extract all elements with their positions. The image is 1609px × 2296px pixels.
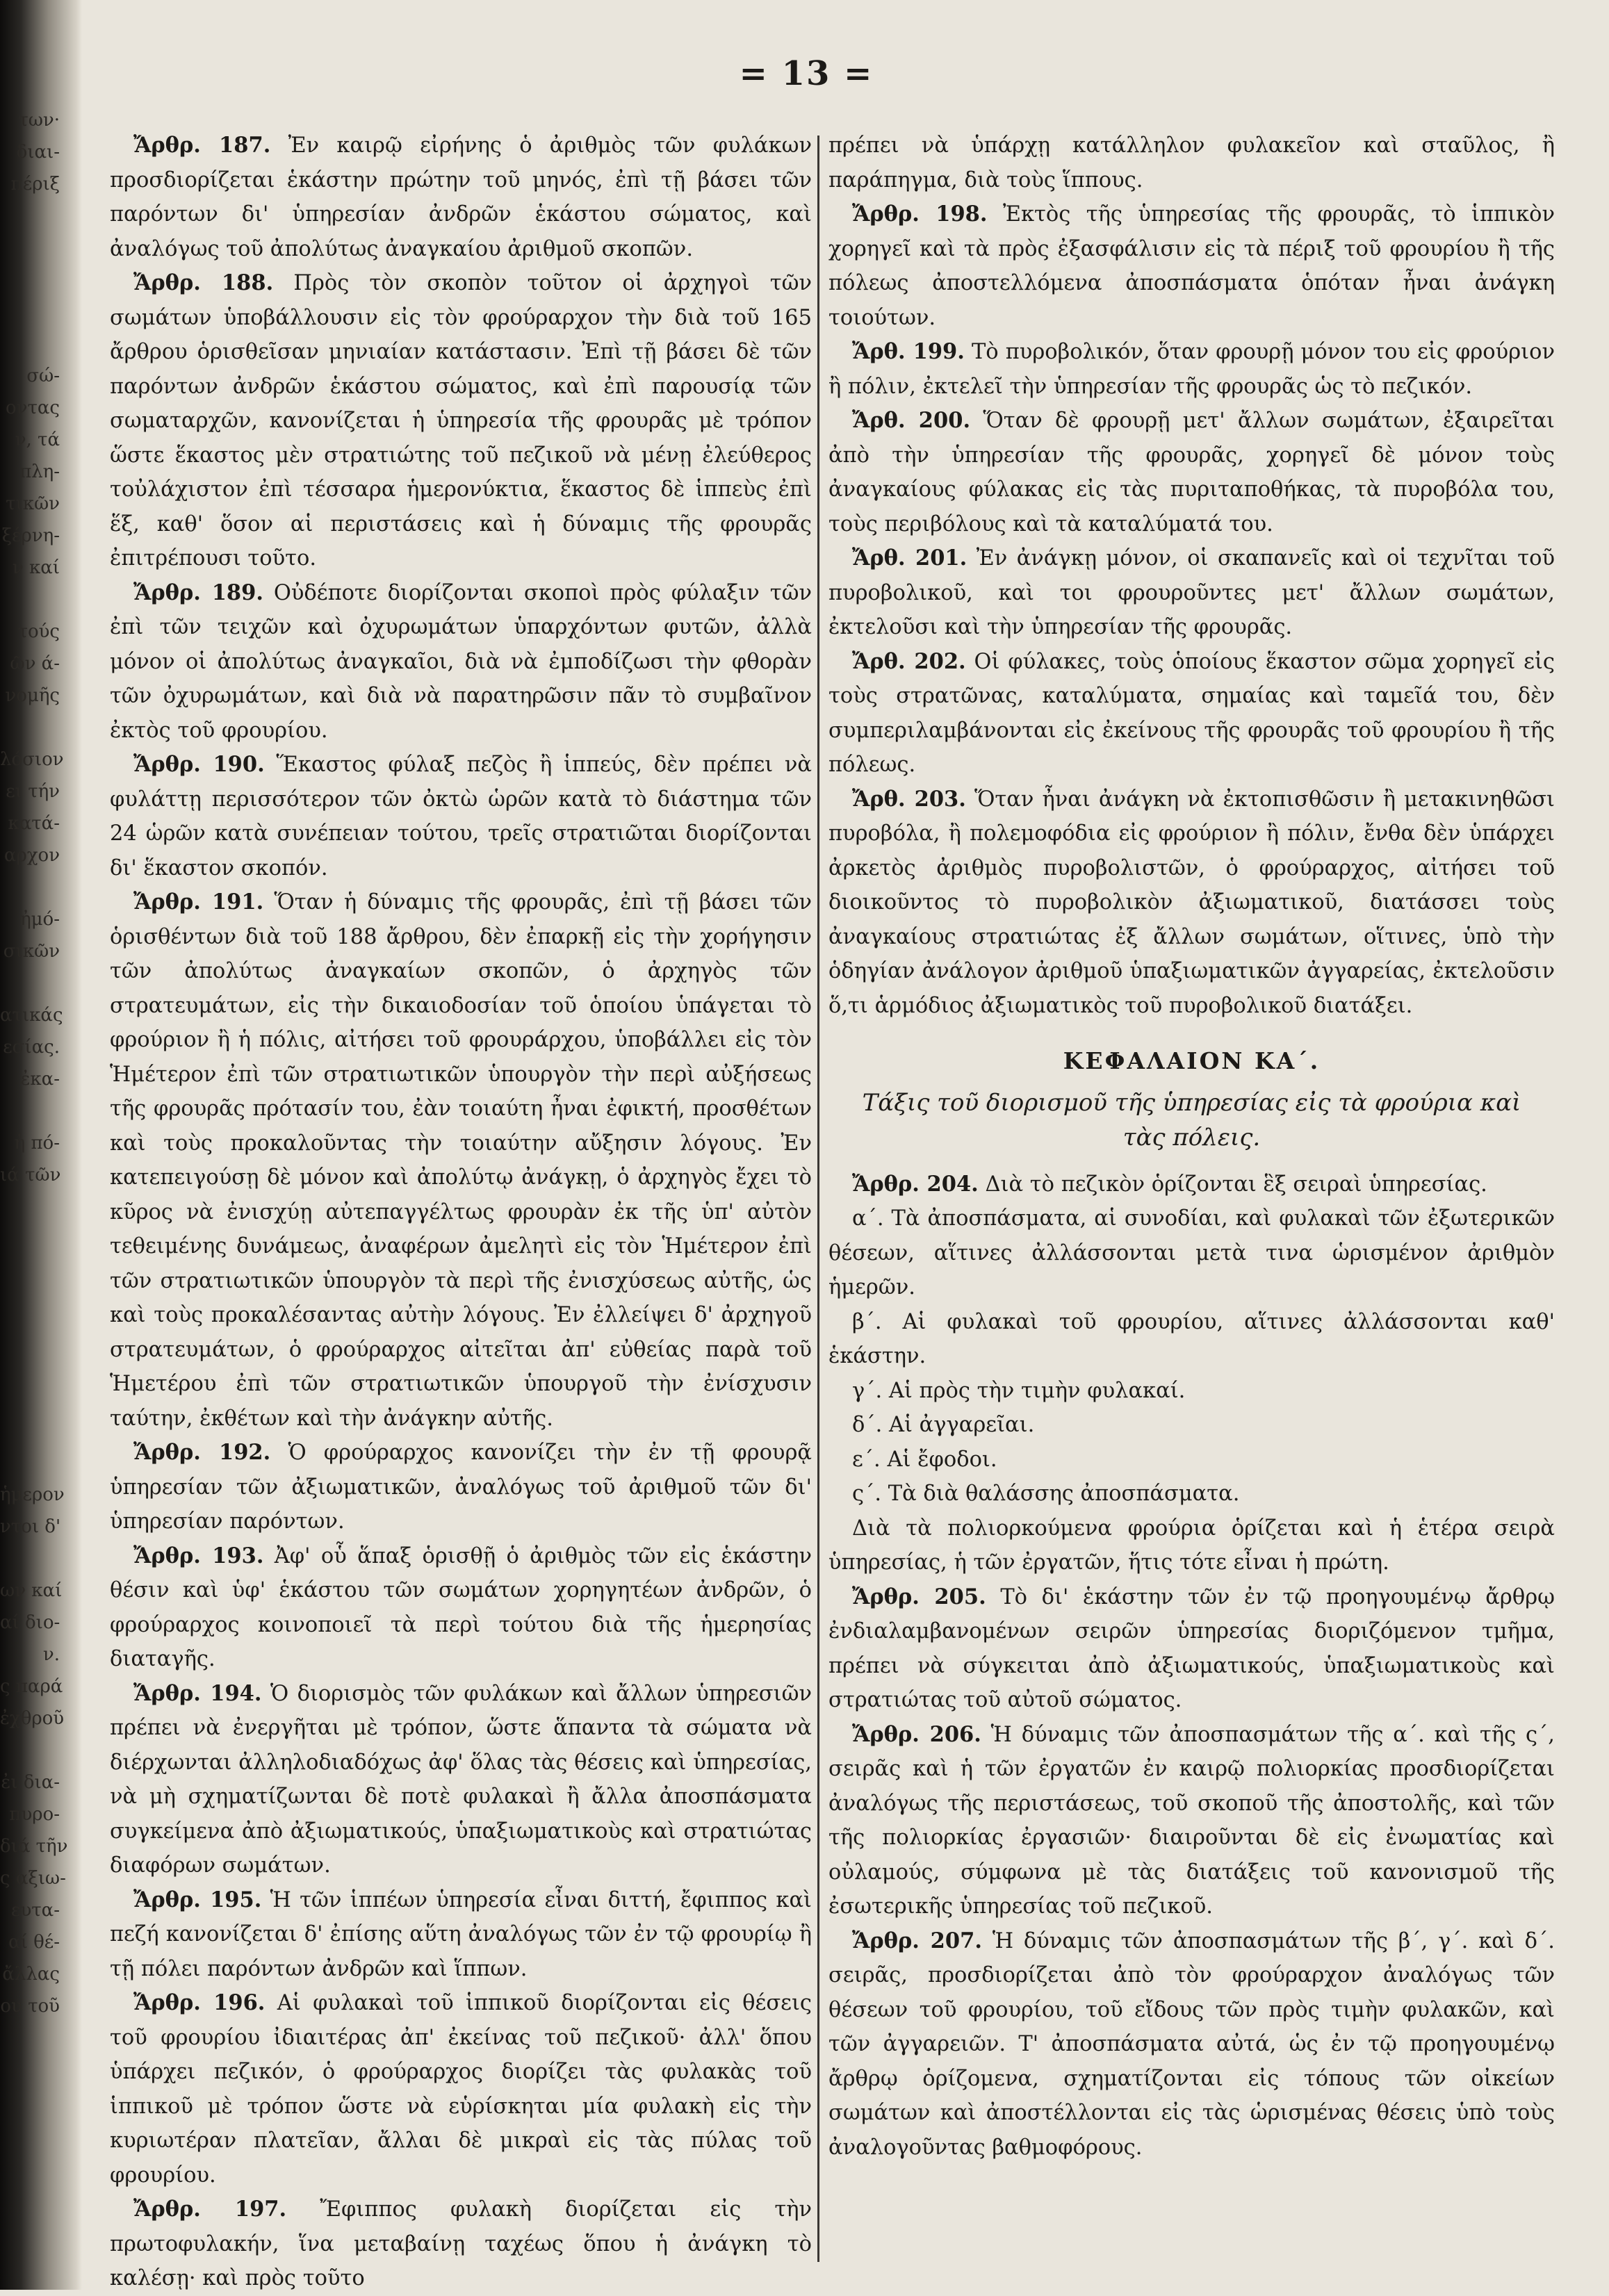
margin-fragment	[0, 200, 64, 232]
service-series-item: α΄. Τὰ ἀποσπάσματα, αἱ συνοδίαι, καὶ φυλακαὶ τῶν ἐξωτερικῶν θέσεων, αἵτινες ἀλλάσσονται μετὰ τινα ὡρισμένον ἀριθμὸν ἡμερῶν.	[828, 1206, 1555, 1299]
article-number: Ἄρθρ. 205.	[852, 1584, 986, 1609]
service-series-item: β΄. Αἱ φυλακαὶ τοῦ φρουρίου, αἵτινες ἀλλάσσονται καθ' ἑκάστην.	[828, 1309, 1555, 1368]
margin-fragment: πλη-	[19, 461, 60, 482]
margin-fragment: ἄλλας	[2, 1964, 60, 1985]
margin-fragment: ς αξιω-	[0, 1868, 66, 1889]
service-series-item: ε΄. Αἱ ἔφοδοι.	[852, 1447, 997, 1472]
service-series-item: δ΄. Αἱ ἀγγαρεῖαι.	[852, 1413, 1035, 1437]
articles-198-203	[828, 197, 1555, 1023]
page-number: = 13 =	[739, 54, 874, 93]
margin-fragment	[0, 1287, 64, 1319]
article-paragraph	[110, 1883, 812, 1987]
service-series-item: ς΄. Τὰ διὰ θαλάσσης ἀποσπάσματα.	[852, 1482, 1240, 1506]
article-number: Ἄρθρ. 191.	[133, 889, 264, 915]
margin-fragment: ν.	[42, 1644, 60, 1665]
margin-fragment	[0, 1255, 64, 1287]
column-divider	[817, 136, 819, 2262]
margin-fragment: ἐχθροῦ	[0, 1708, 65, 1729]
margin-fragment: οντας	[6, 397, 60, 418]
left-column	[110, 129, 812, 2290]
articles-205-207	[828, 1580, 1555, 2165]
article-number: Ἄρθρ. 207.	[852, 1928, 982, 1953]
article-text: Πρὸς τὸν σκοπὸν τοῦτον οἱ ἀρχηγοὶ τῶν σωμάτων ὑποβάλλουσιν εἰς τὸν φρούραρχον τὴν διὰ τοῦ 165 ἄρθρου ὁρισθεῖσαν μηνιαίαν κατάστασιν. Ἐπὶ τῇ βάσει δὲ τῶν παρόντων ἀνδρῶν ἑκάστου σώματος, καὶ ἐπὶ παρουσίᾳ τῶν σωματαρχῶν, κανονίζεται ἡ ὑπηρεσία τῆς φρουρᾶς μὲ τρόπον ὥστε ἕκαστος μὲν στρατιώτης τοῦ πεζικοῦ νὰ μένῃ ἐλεύθερος τοὐλάχιστον ἐπὶ τέσσαρα ἡμερονύκτια, ἕκαστος δὲ ἱππεὺς ἐπὶ ἕξ, καθ' ὅσον αἱ περιστάσεις καὶ ἡ δύναμις τῆς φρουρᾶς ἐπιτρέπουσι τοῦτο.	[110, 271, 812, 571]
margin-fragment	[0, 1415, 64, 1447]
article-number: Ἄρθρ. 194.	[133, 1680, 262, 1706]
margin-fragment	[0, 1223, 64, 1255]
margin-fragment: τικῶν	[6, 493, 60, 514]
margin-fragment: ς παρά	[0, 1676, 63, 1697]
margin-fragment	[0, 1351, 64, 1383]
article-text: Ἐν καιρῷ εἰρήνης ὁ ἀριθμὸς τῶν φυλάκων προσδιορίζεται ἑκάστην πρώτην τοῦ μηνός, ἐπὶ τῇ βάσει τῶν παρόντων δι' ὑπηρεσίαν ἀνδρῶν ἑκάστου σώματος, καὶ ἀναλόγως τοῦ ἀπολύτως ἀναγκαίου ἀριθμοῦ σκοπῶν.	[110, 133, 812, 261]
article-number: Ἄρθρ. 206.	[852, 1721, 981, 1747]
article-paragraph	[110, 1986, 812, 2192]
margin-fragment: ντοι δ'	[0, 1516, 61, 1537]
article-text: Ἕκαστος φύλαξ πεζὸς ἢ ἱππεύς, δὲν πρέπει νὰ φυλάττῃ περισσότερον τῶν ὀκτὼ ὡρῶν κατὰ τὸ διάστημα τῶν 24 ὡρῶν κατὰ συνέπειαν τούτου, τρεῖς στρατιῶται διορίζονται δι' ἕκαστον σκοπόν.	[110, 753, 812, 880]
article-number: Ἄρθρ. 204.	[852, 1171, 979, 1197]
margin-fragment: αί θέ-	[8, 1932, 60, 1953]
margin-fragment: νομῆς	[5, 685, 60, 706]
article-paragraph	[828, 1924, 1555, 2165]
article-text: Ἡ δύναμις τῶν ἀποσπασμάτων τῆς β΄, γ΄. καὶ δ΄. σειρᾶς, προσδιορίζεται ἀπὸ τὸν φρούραρχον ἀναλόγως τῶν θέσεων τοῦ φρουρίου, τοῦ εἴδους τῶν πρὸς τιμὴν φυλακῶν, καὶ τῶν ἀγγαρειῶν. Τ' ἀποσπάσματα αὐτά, ὡς ἐν τῷ προηγουμένῳ ἄρθρῳ ὁρίζομενα, σχηματίζονται εἰς τόπους τῶν οἰκείων σωμάτων καὶ ἀποστέλλονται εἰς τὰς ὡρισμένας θέσεις ὑπὸ τοὺς ἀναλογοῦντας βαθμοφόρους.	[828, 1928, 1555, 2160]
margin-fragment: ου τοῦ	[0, 1996, 60, 2017]
margin-fragment: ἐκα-	[20, 1069, 60, 1090]
article-paragraph	[828, 1718, 1555, 1924]
article-paragraph	[828, 541, 1555, 645]
margin-fragment	[0, 871, 64, 903]
article-number: Ἄρθρ. 192.	[133, 1440, 271, 1465]
margin-fragment: τούς	[17, 621, 60, 642]
chapter-heading: ΚΕΦΑΛΑΙΟΝ ΚΑ΄.	[1063, 1047, 1321, 1074]
margin-fragment	[0, 1319, 64, 1351]
margin-fragment: ῶν ά-	[10, 653, 60, 674]
article-text: Ἔφιππος φυλακὴ διορίζεται εἰς τὴν πρωτοφυλακήν, ἵνα μεταβαίνῃ ταχέως ὅπου ἡ ἀνάγκη τὸ καλέσῃ· καὶ πρὸς τοῦτο	[110, 2197, 812, 2290]
margin-fragment: πέριξ	[10, 174, 60, 195]
margin-fragment	[0, 328, 64, 360]
article-paragraph	[828, 335, 1555, 404]
margin-fragment: αί διο-	[0, 1612, 60, 1633]
article-number: Ἄρθρ. 193.	[133, 1543, 264, 1568]
article-number: Ἄρθρ. 187.	[133, 133, 271, 158]
article-text: Ὅταν ἡ δύναμις τῆς φρουρᾶς, ἐπὶ τῇ βάσει τῶν ὁρισθέντων διὰ τοῦ 188 ἄρθρου, δὲν ἐπαρκῇ εἰς τὴν χορήγησιν τῶν ἀπολύτως ἀναγκαίων σκοπῶν, ὁ ἀρχηγὸς τῶν στρατευμάτων, εἰς τὴν δικαιοδοσίαν τοῦ ὁποίου ὑπάγεται τὸ φρούριον ἢ ἡ πόλις, αἰτήσει τοῦ φρουράρχου, ὑποβάλλει εἰς τὸν Ἡμέτερον ἐπὶ τῶν στρατιωτικῶν ὑπουργὸν τὴν περὶ αὐξήσεως τῆς φρουρᾶς πρότασίν του, ἐὰν τοιαύτη ἦναι ἐφικτή, προσθέτων καὶ τοὺς προκαλοῦντας τὴν τοιαύτην αὔξησιν λόγους. Ἐν κατεπειγούσῃ δὲ μόνον καὶ ἀπολύτῳ ἀνάγκῃ, ὁ ἀρχηγὸς ἔχει τὸ κῦρος νὰ ἐνισχύῃ αὐτεπαγγέλτως φρουρὰν ἐκ τῆς ὑπ' αὐτὸν τεθειμένης δυνάμεως, ἀναφέρων ἀμελητὶ εἰς τὸν Ἡμέτερον ἐπὶ τῶν στρατιωτικῶν ὑπουργὸν τὰ περὶ τῆς ἐνισχύσεως αὐτῆς, ὡς καὶ τοὺς προκαλέσαντας αὐτὴν λόγους. Ἐν ἐλλείψει δ' ἀρχηγοῦ στρατευμάτων, ὁ φρούραρχος αἰτεῖται ἀπ' εὐθείας παρὰ τοῦ Ἡμετέρου ἐπὶ τῶν στρατιωτικῶν ὑπουργοῦ τὴν ἐνίσχυσιν ταύτην, ἐκθέτων καὶ τὴν ἀνάγκην αὐτῆς.	[110, 890, 812, 1431]
article-text: Ὁ φρούραρχος κανονίζει τὴν ἐν τῇ φρουρᾷ ὑπηρεσίαν τῶν ἀξιωματικῶν, ἀναλόγως τοῦ ἀριθμοῦ τῶν δι' ὑπηρεσίαν παρόντων.	[110, 1441, 812, 1534]
article-204	[828, 1167, 1555, 1202]
margin-fragment: ἡ πό-	[14, 1133, 60, 1154]
margin-fragment: σικῶν	[3, 941, 60, 962]
article-paragraph	[110, 576, 812, 748]
article-paragraph	[110, 129, 812, 266]
article-paragraph	[110, 2192, 812, 2296]
margin-fragment: ευτα-	[10, 1900, 60, 1921]
margin-fragment: κατά-	[8, 813, 60, 834]
article-number: Ἄρθρ. 189.	[133, 580, 263, 605]
article-number: Ἄρθρ. 190.	[133, 752, 265, 777]
margin-fragment: ιά τῶν	[0, 1165, 61, 1186]
margin-fragment: ει τήν	[6, 781, 60, 802]
margin-fragment: ἠμό-	[20, 909, 60, 930]
margin-fragment: ξέρνη-	[1, 525, 60, 546]
margin-fragment	[0, 967, 64, 999]
margin-fragment	[0, 232, 64, 264]
article-number: Ἄρθ. 200.	[852, 408, 971, 433]
article-text: Ἀφ' οὗ ἅπαξ ὁρισθῇ ὁ ἀριθμὸς τῶν εἰς ἑκάστην θέσιν καὶ ὑφ' ἑκάστου τῶν σωμάτων χορηγητέων ἀνδρῶν, ὁ φρούραρχος κοινοποιεῖ τὰ περὶ τούτου διὰ τῆς ἡμερησίας διαταγῆς.	[110, 1543, 812, 1671]
article-text: Αἱ φυλακαὶ τοῦ ἱππικοῦ διορίζονται εἰς θέσεις τοῦ φρουρίου ἰδιαιτέρας ἀπ' ἐκείνας τοῦ πεζικοῦ· ἀλλ' ὅπου ὑπάρχει πεζικόν, ὁ φρούραρχος διορίζει τὰς φυλακὰς τοῦ ἱππικοῦ μὲ τρόπον ὥστε νὰ εὑρίσκηται μία φυλακὴ εἰς τὴν κυριωτέραν πλατεῖαν, ἄλλαι δὲ μικραὶ εἰς τὰς πύλας τοῦ φρουρίου.	[110, 1991, 812, 2188]
article-text: Οἱ φύλακες, τοὺς ὁποίους ἕκαστον σῶμα χορηγεῖ εἰς τοὺς στρατῶνας, καταλύματα, σημαίας καὶ ταμεῖά του, δὲν συμπεριλαμβάνονται εἰς ἐκείνους τῆς φρουρᾶς τοῦ φρουρίου ἢ τῆς πόλεως.	[828, 649, 1555, 777]
article-text: Ὅταν ἦναι ἀνάγκη νὰ ἐκτοπισθῶσιν ἢ μετακινηθῶσι πυροβόλα, ἢ πολεμοφόδια εἰς φρούριον ἢ πόλιν, ἔνθα δὲν ὑπάρχει ἀρκετὸς ἀριθμὸς πυροβολιστῶν, ὁ φρούραρχος, αἰτήσει τοῦ διοικοῦντος τὸ πυροβολικὸν ἀξιωματικοῦ, διατάσσει τοὺς ἀναγκαίους στρατιώτας ἐξ ἄλλων σωμάτων, οἵτινες, ὑπὸ τὴν ὁδηγίαν ἀνάλογον ἀριθμοῦ ὑπαξιωματικῶν ἀγγαρείας, ἐκτελοῦσιν ὅ,τι ἁρμόδιος ἀξιωματικὸς τοῦ πυροβολικοῦ διατάξει.	[828, 787, 1555, 1018]
article-text: Ἐν ἀνάγκῃ μόνον, οἱ σκαπανεῖς καὶ οἱ τεχνῖται τοῦ πυροβολικοῦ, καὶ τοι φρουροῦντες μετ' ἄλλων σωμάτων, ἐκτελοῦσι καὶ τὴν ὑπηρεσίαν τῆς φρουρᾶς.	[828, 546, 1555, 639]
previous-page-margin-fragments	[0, 104, 68, 2189]
margin-fragment	[0, 1383, 64, 1415]
margin-fragment: των·	[18, 110, 60, 131]
article-paragraph	[110, 885, 812, 1436]
continuation-paragraph: πρέπει νὰ ὑπάρχῃ κατάλληλον φυλακεῖον καὶ σταῦλος, ἢ παράπηγμα, διὰ τοὺς ἵππους.	[828, 133, 1555, 192]
margin-fragment: λόσιον	[0, 749, 64, 770]
margin-fragment	[0, 1543, 64, 1575]
margin-fragment	[0, 712, 64, 744]
article-text: Διὰ τὸ πεζικὸν ὁρίζονται ἓξ σειραὶ ὑπηρεσίας.	[985, 1172, 1487, 1197]
margin-fragment	[0, 1095, 64, 1127]
margin-fragment: ἡμερον	[0, 1484, 65, 1505]
article-number: Ἄρθ. 199.	[852, 339, 965, 364]
article-text: Ὅταν δὲ φρουρῇ μετ' ἄλλων σωμάτων, ἐξαιρεῖται ἀπὸ τὴν ὑπηρεσίαν τῆς φρουρᾶς, χορηγεῖ δὲ μόνον τοὺς ἀναγκαίους φύλακας εἰς τὰς πυριταποθήκας, τὰ πυροβόλα του, τοὺς περιβόλους καὶ τὰ καταλύματά του.	[828, 409, 1555, 536]
service-series-item: γ΄. Αἱ πρὸς τὴν τιμὴν φυλακαί.	[852, 1378, 1186, 1403]
article-paragraph	[828, 404, 1555, 541]
margin-fragment	[0, 264, 64, 296]
siege-note: Διὰ τὰ πολιορκούμενα φρούρια ὁρίζεται καὶ ἡ ἑτέρα σειρὰ ὑπηρεσίας, ἡ τῶν ἐργατῶν, ἥτις τότε εἶναι ἡ πρώτη.	[828, 1516, 1555, 1575]
article-text: Ἡ δύναμις τῶν ἀποσπασμάτων τῆς α΄. καὶ τῆς ς΄, σειρᾶς καὶ ἡ τῶν ἐργατῶν ἐν καιρῷ πολιορκίας προσδιορίζεται ἀναλόγως τῆς περιστάσεως, τοῦ σκοποῦ τῆς ἀποστολῆς, καὶ τῶν τῆς πολιορκίας ἐργασιῶν· διαιροῦνται δὲ εἰς ἐνωματίας καὶ οὐλαμούς, σύμφωνα μὲ τὰς διατάξεις τοῦ κανονισμοῦ τῆς ἐσωτερικῆς ὑπηρεσίας τοῦ πεζικοῦ.	[828, 1722, 1555, 1919]
article-text: Οὐδέποτε διορίζονται σκοποὶ πρὸς φύλαξιν τῶν ἐπὶ τῶν τειχῶν καὶ ὀχυρωμάτων ὑπαρχόντων φυτῶν, ἀλλὰ μόνον οἱ ἀπολύτως ἀναγκαῖοι, διὰ νὰ ἐμποδίζωσι τὴν φθορὰν τῶν ὀχυρωμάτων, καὶ διὰ νὰ παρατηρῶσιν πᾶν τὸ συμβαῖνον ἐκτὸς τοῦ φρουρίου.	[110, 580, 812, 743]
article-number: Ἄρθ. 201.	[852, 546, 967, 571]
margin-fragment: ν, τά	[15, 429, 60, 450]
article-number: Ἄρθρ. 188.	[133, 270, 274, 295]
right-column	[828, 129, 1555, 2269]
article-text: Ἡ τῶν ἱππέων ὑπηρεσία εἶναι διττή, ἔφιππος καὶ πεζή κανονίζεται δ' ἐπίσης αὕτη ἀναλόγως τῶν ἐν τῷ φρουρίῳ ἢ τῇ πόλει παρόντων ἀνδρῶν καὶ ἵππων.	[110, 1887, 812, 1981]
article-paragraph	[110, 1677, 812, 1883]
article-number: Ἄρθ. 202.	[852, 648, 966, 674]
margin-fragment: διαι-	[16, 142, 60, 163]
margin-fragment: ων καί	[0, 1580, 63, 1601]
article-paragraph	[828, 1580, 1555, 1718]
article-number: Ἄρθρ. 196.	[133, 1990, 266, 2015]
margin-fragment: ν καί	[12, 557, 60, 578]
article-paragraph	[828, 197, 1555, 335]
article-number: Ἄρθρ. 198.	[852, 202, 988, 227]
article-text: Ὁ διορισμὸς τῶν φυλάκων καὶ ἄλλων ὑπηρεσιῶν πρέπει νὰ ἐνεργῆται μὲ τρόπον, ὥστε ἅπαντα τὰ σώματα νὰ διέρχωνται ἀλληλοδιαδόχως ἀφ' ὅλας τὰς θέσεις καὶ ὑπηρεσίας, νὰ μὴ σχηματίζωνται δὲ ποτὲ φυλακαὶ ἢ ἄλλα ἀποσπάσματα συγκείμενα ἀπὸ ἀξιωματικούς, ὑπαξιωματικοὺς καὶ στρατιώτας διαφόρων σωμάτων.	[110, 1681, 812, 1878]
article-text: Ἐκτὸς τῆς ὑπηρεσίας τῆς φρουρᾶς, τὸ ἱππικὸν χορηγεῖ καὶ τὰ πρὸς ἐξασφάλισιν εἰς τὰ πέριξ τοῦ φρουρίου ἢ τῆς πόλεως ἀποστελλόμενα ἀποσπάσματα ὁπόταν ἦναι ἀνάγκη τοιούτων.	[828, 202, 1555, 330]
article-paragraph	[110, 1539, 812, 1677]
margin-fragment: ατικάς	[0, 1005, 63, 1026]
article-paragraph	[110, 748, 812, 885]
service-series-list	[828, 1202, 1555, 1511]
margin-fragment: ἐι δια-	[1, 1772, 60, 1793]
article-paragraph	[110, 1436, 812, 1539]
margin-fragment	[0, 1447, 64, 1479]
article-paragraph	[828, 782, 1555, 1024]
margin-fragment	[0, 584, 64, 616]
article-text: Τὸ δι' ἑκάστην τῶν ἐν τῷ προηγουμένῳ ἄρθρῳ ἐνδιαλαμβανομένων σειρῶν ὑπηρεσίας διοριζόμενον τμῆμα, πρέπει νὰ σύγκειται ἀπὸ ἀξιωματικούς, ὑπαξιωματικοὺς καὶ στρατιώτας τοῦ αὐτοῦ σώματος.	[828, 1584, 1555, 1712]
chapter-subtitle: Τάξις τοῦ διορισμοῦ τῆς ὑπηρεσίας εἰς τὰ φρούρια καὶ τὰς πόλεις.	[862, 1088, 1521, 1151]
article-number: Ἄρθρ. 197.	[133, 2197, 287, 2222]
article-number: Ἄρθρ. 195.	[133, 1887, 262, 1912]
article-text: Τὸ πυροβολικόν, ὅταν φρουρῇ μόνον του εἰς φρούριον ἢ πόλιν, ἐκτελεῖ τὴν ὑπηρεσίαν τῆς φρουρᾶς ὡς τὸ πεζικόν.	[828, 340, 1555, 399]
margin-fragment	[0, 1735, 64, 1766]
article-paragraph	[828, 645, 1555, 782]
margin-fragment: πυρο-	[9, 1804, 60, 1825]
article-paragraph	[110, 266, 812, 576]
margin-fragment: αρχον	[3, 845, 60, 866]
margin-fragment: σώ-	[26, 366, 60, 386]
margin-fragment: διά τῆν	[0, 1836, 68, 1857]
margin-fragment	[0, 296, 64, 328]
margin-fragment: εσίας.	[3, 1037, 60, 1058]
margin-fragment	[0, 1191, 64, 1223]
article-number: Ἄρθ. 203.	[852, 786, 966, 812]
